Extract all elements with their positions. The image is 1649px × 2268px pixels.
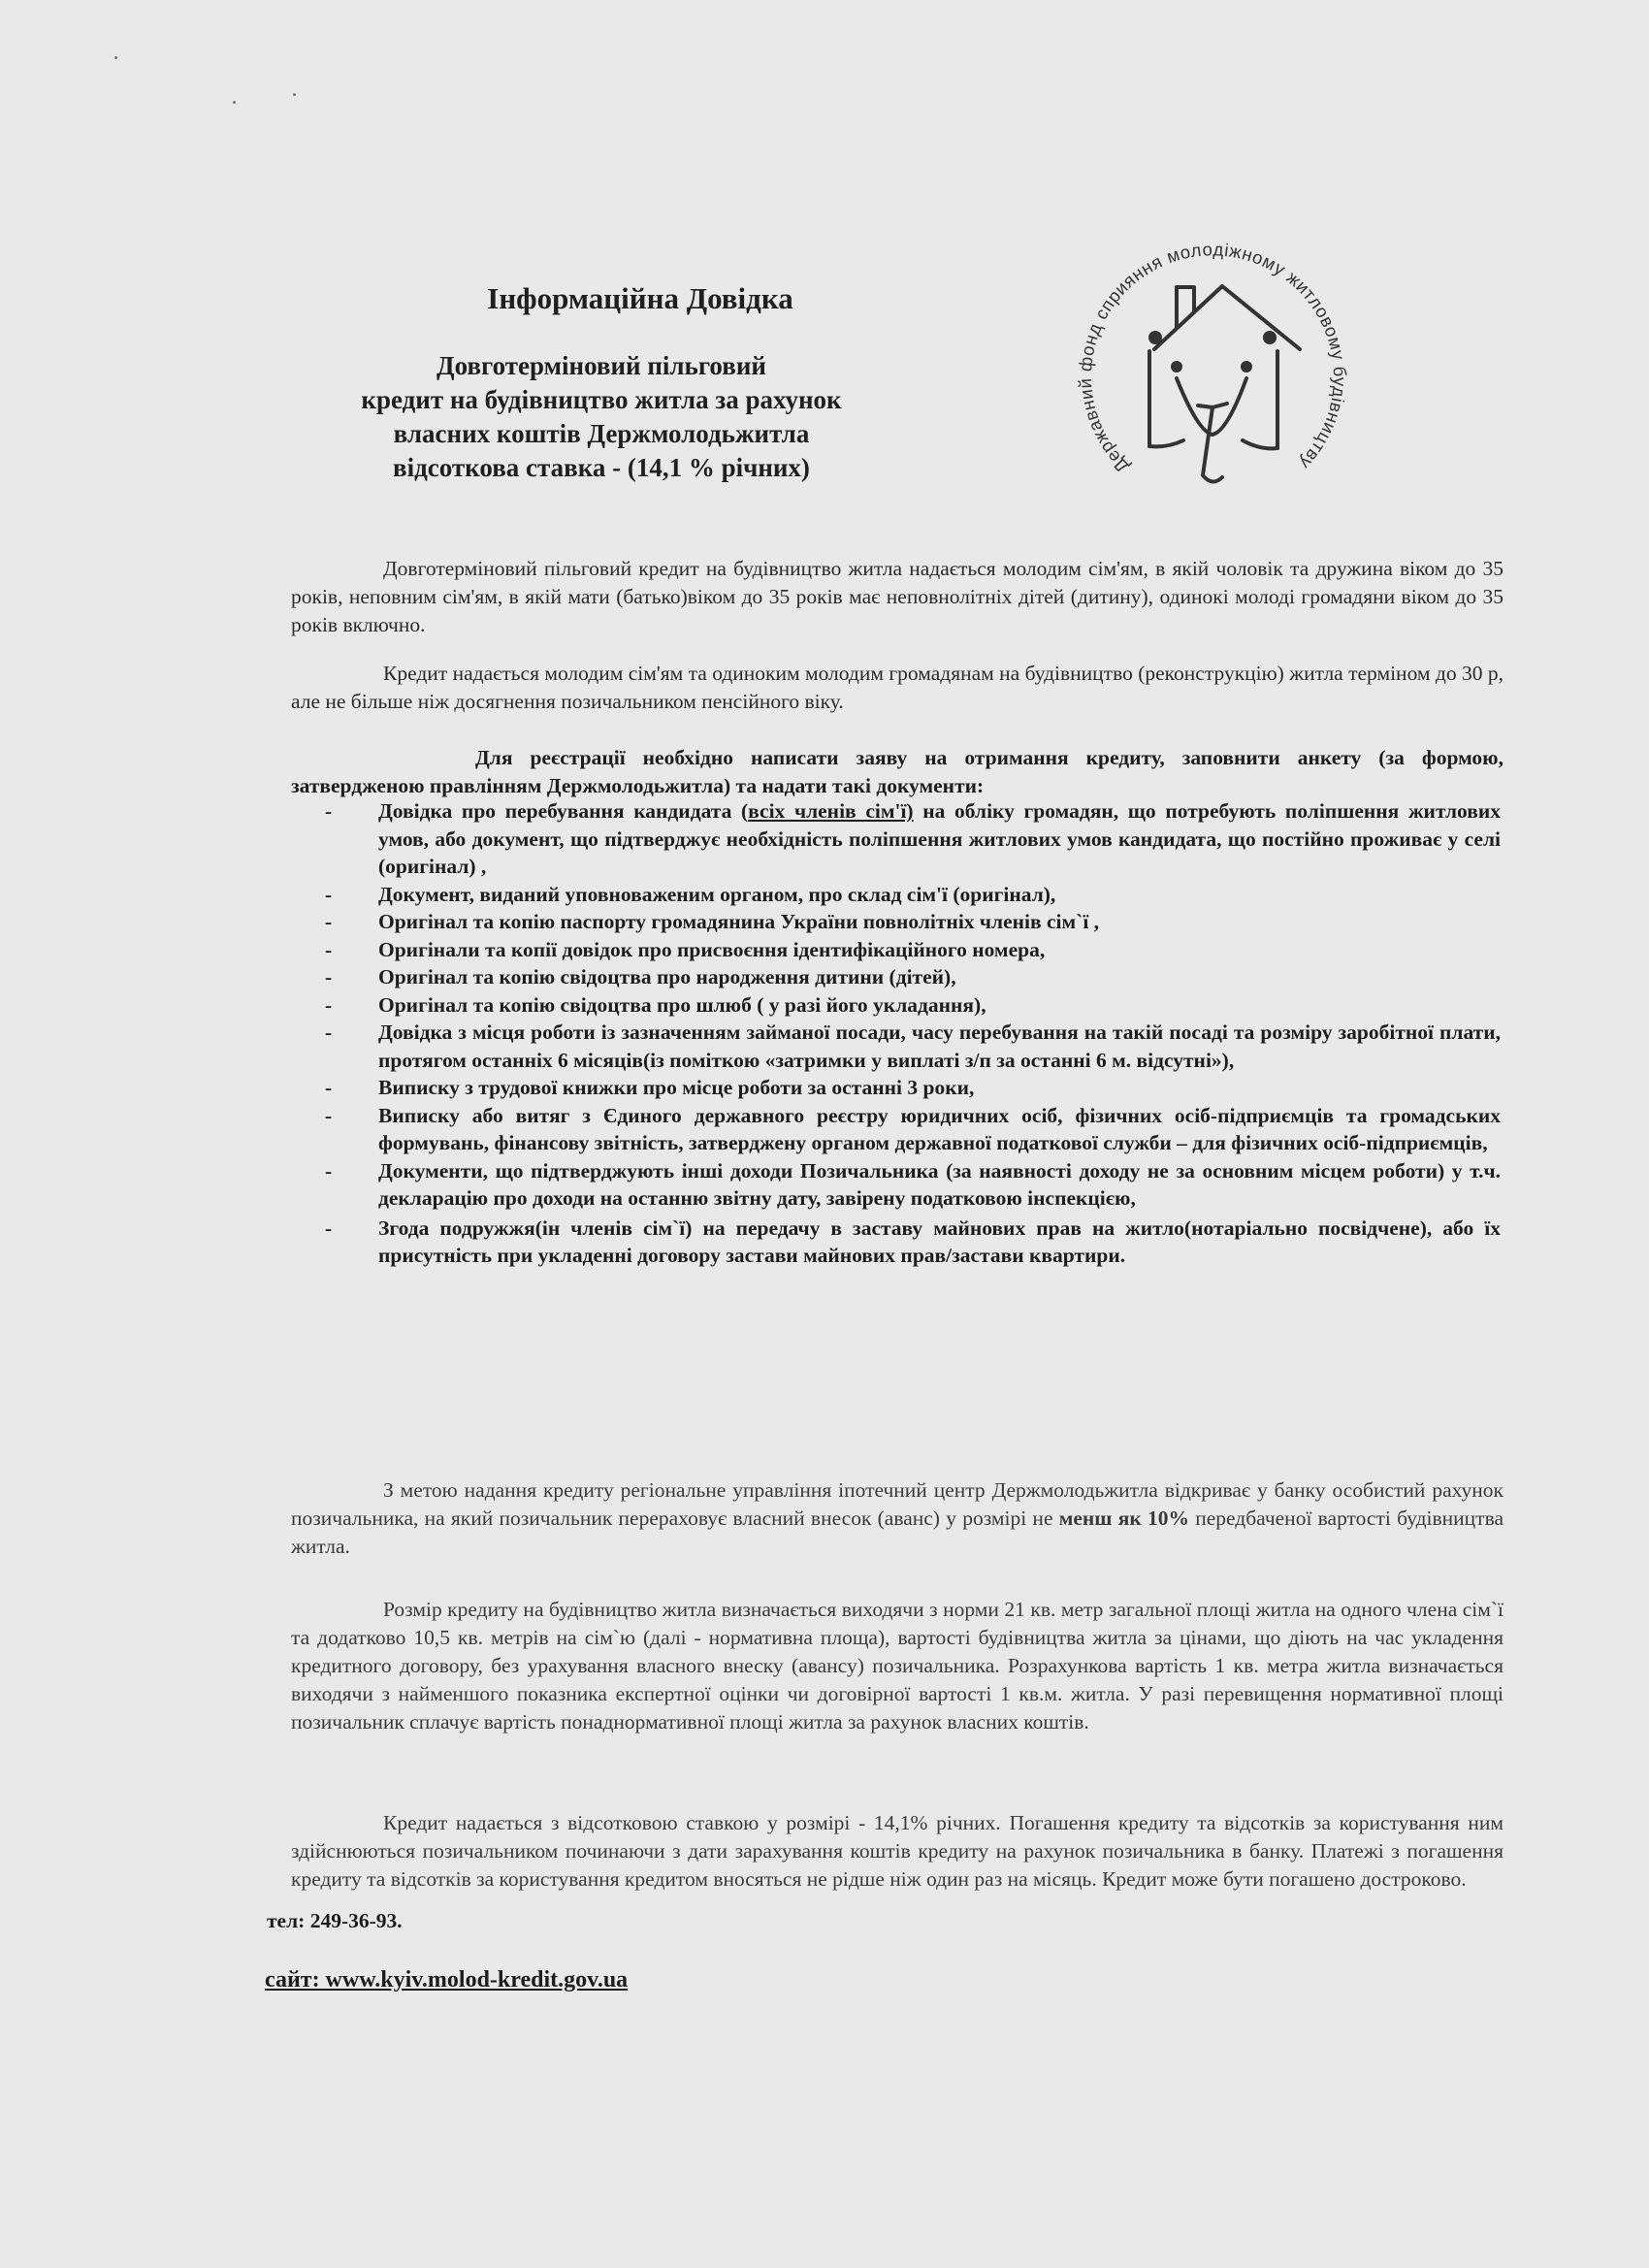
doc-item-text: Згода подружжя(ін членів сім`ї) на передачу в заставу майнових прав на житло(нотаріально посвідчене), або їх присутність при укладенні договору застави майнових прав/застави квартири. [378, 1215, 1501, 1267]
purpose-text-bold: менш як 10% [1058, 1506, 1189, 1530]
intro-paragraph-2: Кредит надається молодим сім'ям та одиноким молодим громадянам на будівництво (реконструкцію) житла терміном до 30 р, але не більше ніж досягнення позичальником пенсійного віку. [291, 661, 1504, 713]
registration-intro-text: Для реєстрації необхідно написати заяву на отримання кредиту, заповнити анкету (за формою, затвердженою правлінням Держмолодьжитла) та надати такі документи: [291, 745, 1504, 797]
interest-rate-paragraph: Кредит надається з відсотковою ставкою у розмірі - 14,1% річних. Погашення кредиту та відсотків за користування ним здійснюються позичальником починаючи з дати зарахування коштів кредиту на рахунок позичальника в банку. Платежі з погашення кредиту та відсотків за користування кредитом вносяться не рідше ніж один раз на місяць. Кредит може бути погашено достроково. [291, 1810, 1504, 1891]
purpose-paragraph [291, 1476, 1504, 1561]
list-bullet: - [325, 1158, 333, 1183]
phone-number: тел: 249-36-93. [267, 1909, 403, 1932]
doc-item-text: Довідка з місця роботи із зазначенням займаної посади, часу перебування на такій посаді та розміру заробітної плати, протягом останніх 6 місяців(із поміткою «затримки у виплаті з/п за останні 6 м. відсутні»), [378, 1021, 1501, 1072]
list-bullet: - [325, 1103, 333, 1127]
list-item [325, 1019, 1501, 1074]
doc-item-1-after: на обліку громадян, що потребують поліпшення житлових умов, або документ, що підтверджує необхідність поліпшення житлових умов кандидата, що постійно проживає у селі (оригінал) , [378, 799, 1501, 878]
list-item [325, 908, 1501, 936]
list-item [325, 1215, 1501, 1270]
purpose-text-after: передбаченої вартості будівництва житла. [291, 1506, 1504, 1558]
doc-item-text: Оригінал та копію свідоцтва про народження дитини (дітей), [378, 965, 956, 988]
subtitle-line-3: власних коштів Держмолодьжитла [393, 419, 810, 448]
logo-ring-text: Державний фонд сприяння молодіжному житловому будівництву [1074, 239, 1351, 477]
website-link[interactable]: сайт: www.kyiv.molod-kredit.gov.ua [265, 1967, 629, 1993]
list-item [325, 881, 1501, 909]
loan-size-paragraph: Розмір кредиту на будівництво житла визначається виходячи з норми 21 кв. метр загальної площі житла на одного члена сім`ї та додатково 10,5 кв. метрів на сім`ю (далі - нормативна площа), вартості будівництва житла за цінами, що діють на час укладення кредитного договору, без урахування власного внеску (авансу) позичальника. Розрахункова вартість 1 кв. метра житла визначається виходячи з найменшого показника експертної оцінки чи договірної вартості 1 кв.м. житла. У разі перевищення нормативної площі позичальник сплачує вартість понаднормативної площі житла за рахунок власних коштів. [291, 1597, 1504, 1733]
intro-paragraph-1: Довготерміновий пільговий кредит на будівництво житла надається молодим сім'ям, в якій чоловік та дружина віком до 35 років, неповним сім'ям, в якій мати (батько)віком до 35 років має неповнолітніх дітей (дитину), одинокі молоді громадяни віком до 35 років включно. [291, 556, 1504, 636]
subtitle-line-2: кредит на будівництво житла за рахунок [361, 385, 842, 414]
doc-item-1-underlined: всіх членів сім'ї) [748, 799, 914, 823]
list-bullet: - [325, 937, 333, 961]
doc-item-text: Оригінал та копію свідоцтва про шлюб ( у разі його укладання), [378, 992, 986, 1017]
list-bullet: - [325, 1076, 333, 1099]
purpose-text-before: З метою надання кредиту регіональне управління іпотечний центр Держмолодьжитла відкриває у банку особистий рахунок позичальника, на який позичальник перераховує власний внесок (аванс) у розмірі не [291, 1477, 1504, 1530]
list-bullet: - [325, 1021, 333, 1044]
fund-logo-icon [1052, 233, 1373, 524]
doc-item-text: Документи, що підтверджують інші доходи Позичальника (за наявності доходу не за основним місцем роботи) у т.ч. декларацію про доходи на останню звітну дату, завірену податковою інспекцією, [378, 1158, 1501, 1210]
list-bullet: - [325, 882, 333, 906]
doc-item-text: Оригінали та копії довідок про присвоєння ідентифікаційного номера, [378, 937, 1046, 961]
doc-item-text: Документ, виданий уповноваженим органом, про склад сім'ї (оригінал), [378, 882, 1056, 906]
required-documents-list [325, 797, 1501, 1270]
list-item [325, 1102, 1501, 1157]
doc-item-text: Оригінал та копію паспорту громадянина України повнолітніх членів сім`ї , [378, 910, 1100, 933]
list-item [325, 963, 1501, 991]
list-bullet: - [325, 992, 333, 1017]
list-bullet: - [325, 910, 333, 933]
subtitle-line-1: Довготерміновий пільговий [436, 351, 766, 380]
list-item [325, 1074, 1501, 1102]
list-bullet: - [325, 965, 333, 988]
svg-text:Державний фонд сприяння молоді [1075, 239, 1350, 477]
doc-item-1-before: Довідка про перебування кандидата ( [378, 799, 749, 823]
registration-intro [291, 744, 1504, 800]
list-item [325, 797, 1501, 881]
list-item [325, 991, 1501, 1020]
page-title: Інформаційна Довідка [487, 281, 793, 315]
doc-item-text: Виписку з трудової книжки про місце роботи за останні 3 роки, [378, 1076, 975, 1099]
list-bullet: - [325, 799, 333, 823]
doc-item-text: Виписку або витяг з Єдиного державного реєстру юридичних осіб, фізичних осіб-підприємців та громадських формувань, фінансову звітність, затверджену органом державної податкової служби – для фізичних осіб-підприємців, [378, 1103, 1501, 1154]
subtitle-line-4: відсоткова ставка - (14,1 % річних) [393, 453, 810, 482]
list-bullet: - [325, 1215, 333, 1240]
list-item [325, 1157, 1501, 1213]
page-subtitle [281, 349, 922, 485]
fund-logo [1052, 233, 1373, 524]
list-item [325, 936, 1501, 964]
